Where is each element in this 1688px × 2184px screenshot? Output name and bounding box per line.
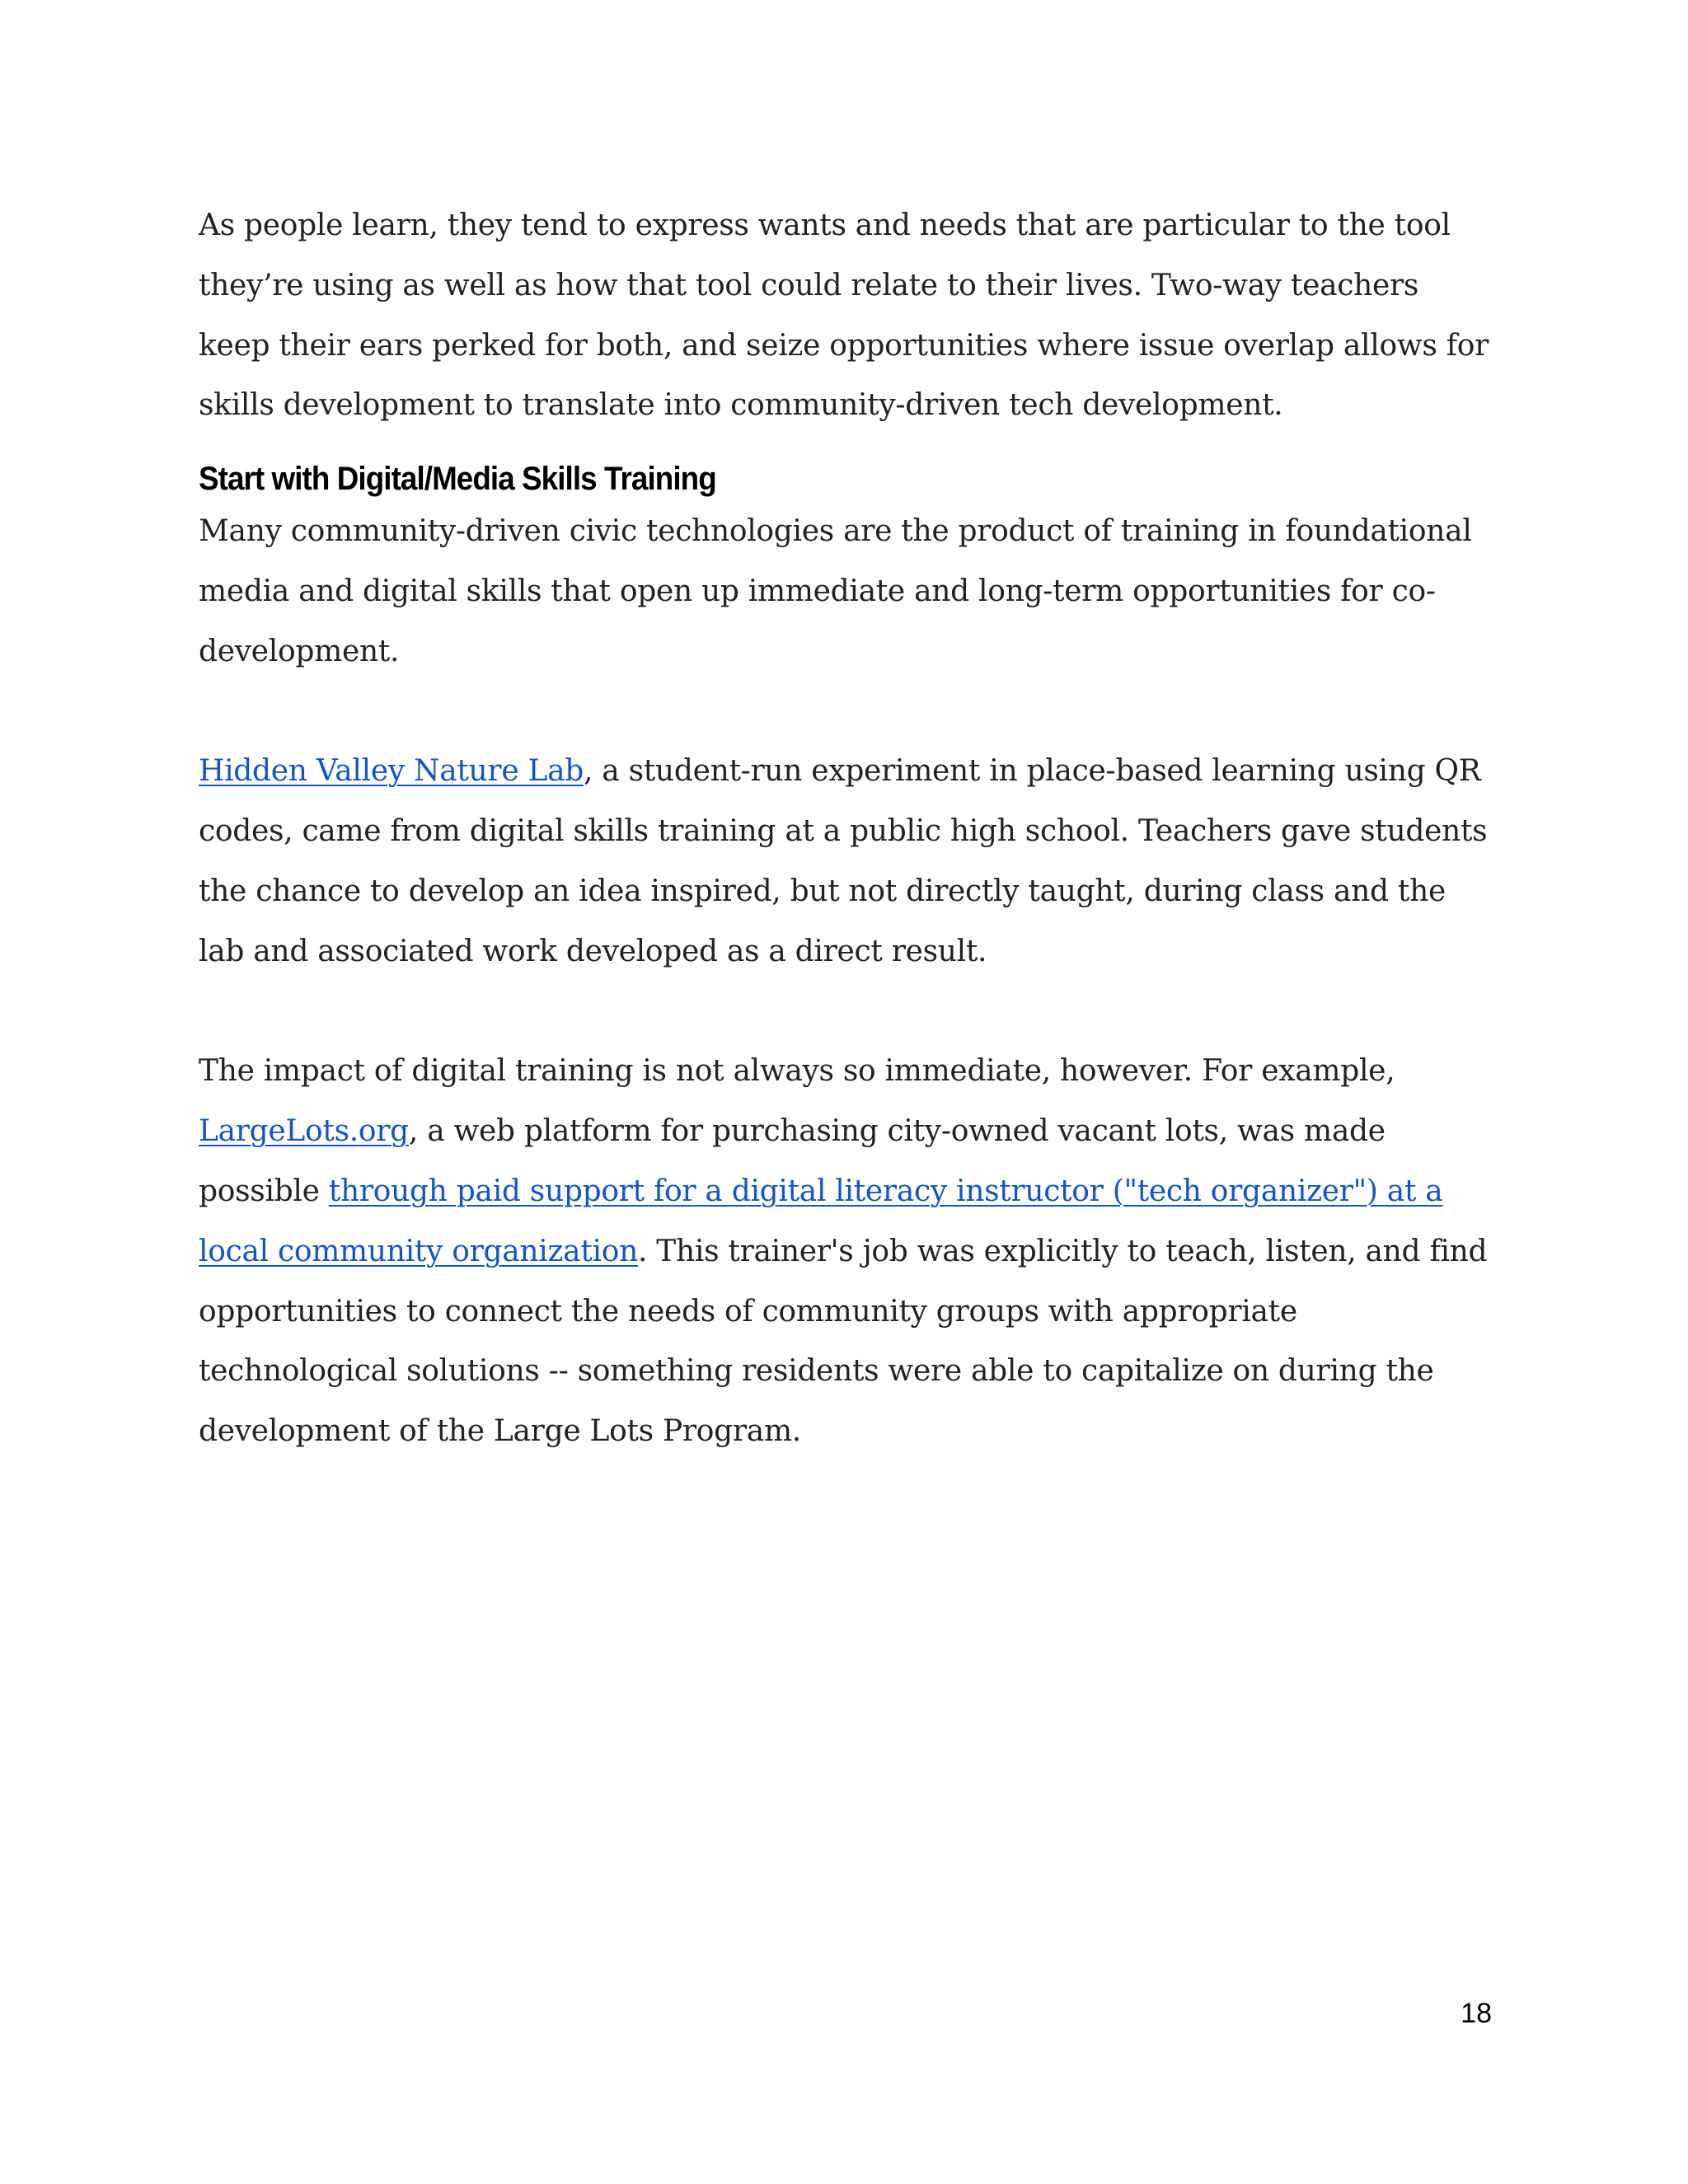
- paragraph-spacer: [199, 682, 1493, 743]
- hidden-valley-paragraph: [199, 742, 1493, 982]
- page-number: 18: [1461, 1998, 1492, 2029]
- largelots-link[interactable]: LargeLots.org: [199, 1114, 409, 1149]
- section-heading: Start with Digital/Media Skills Training: [199, 461, 716, 498]
- page-content: [199, 196, 1493, 1462]
- hidden-valley-body: , a student-run experiment in place-based learning using QR codes, came from digital skills training at a public high school. Teachers gave students the chance to develop an idea inspired, but not directly taught, during class and the lab and associated work developed as a direct result.: [199, 754, 1488, 968]
- large-lots-paragraph: [199, 1042, 1493, 1462]
- section-lead-paragraph: Many community-driven civic technologies are the product of training in foundational media and digital skills that open up immediate and long-term opportunities for co-development.: [199, 514, 1472, 668]
- paragraph-spacer: [199, 982, 1493, 1043]
- large-lots-middle: , a web platform for purchasing city-owned vacant lots, was made possible: [199, 1114, 1386, 1208]
- tech-organizer-link[interactable]: through paid support for a digital literacy instructor ("tech organizer") at a local community organization: [199, 1174, 1443, 1268]
- large-lots-intro: The impact of digital training is not always so immediate, however. For example,: [199, 1054, 1395, 1089]
- hidden-valley-link[interactable]: Hidden Valley Nature Lab: [199, 754, 584, 789]
- intro-paragraph: As people learn, they tend to express wants and needs that are particular to the tool they’re using as well as how that tool could relate to their lives. Two-way teachers keep their ears perked for both, and seize opportunities where issue overlap allows for skills development to translate into community-driven tech development.: [199, 209, 1489, 423]
- large-lots-end: . This trainer's job was explicitly to teach, listen, and find opportunities to connect the needs of community groups with appropriate technological solutions -- something residents were able to capitalize on during the development of the Large Lots Program.: [199, 1234, 1488, 1449]
